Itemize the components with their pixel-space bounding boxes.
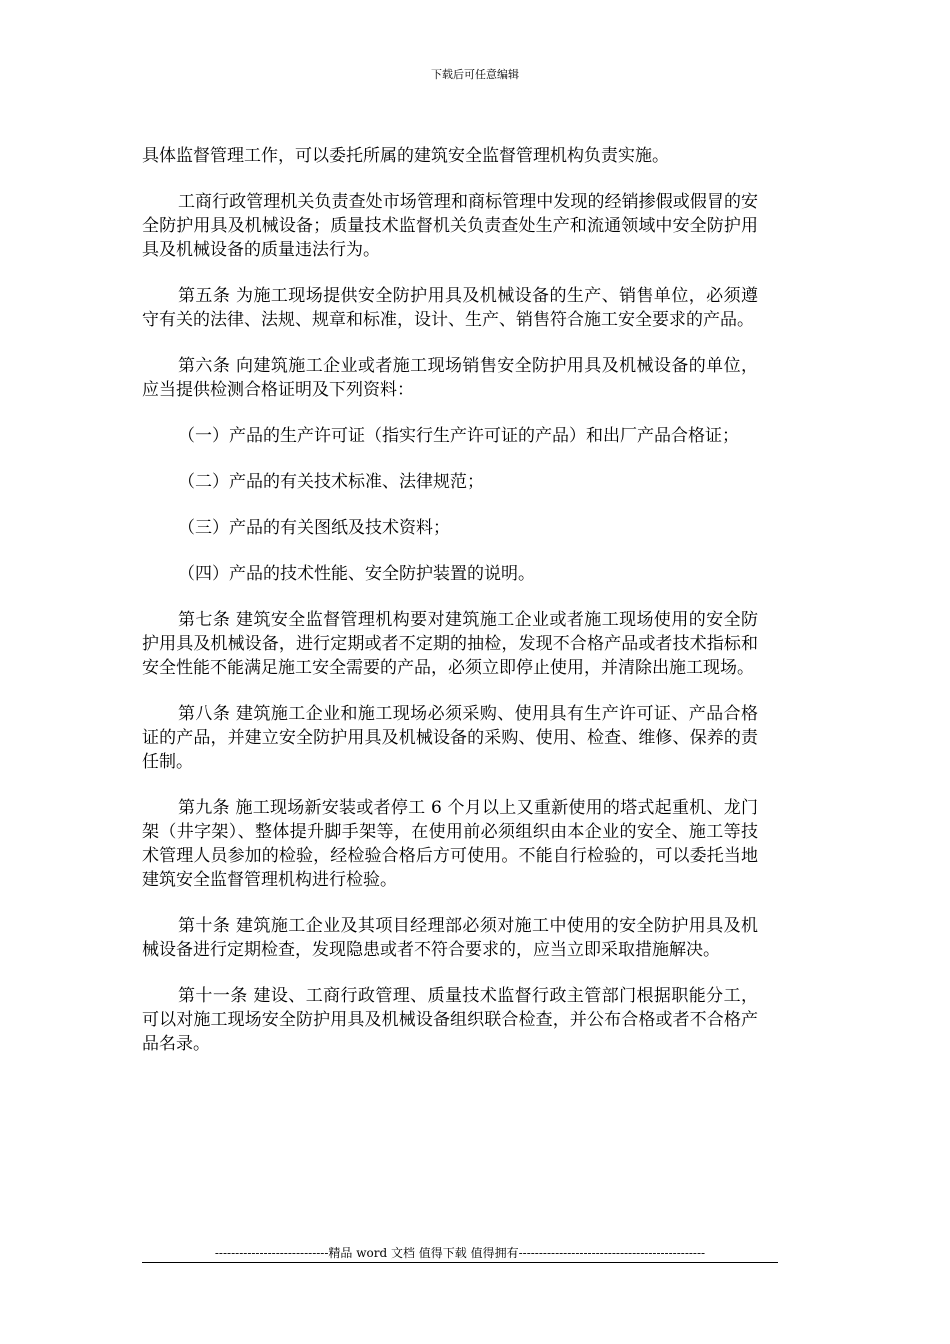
page-header: 下载后可任意编辑 bbox=[431, 68, 519, 81]
list-item-3: （三）产品的有关图纸及技术资料； bbox=[178, 518, 450, 538]
document-body bbox=[142, 144, 758, 1078]
article-7: 第七条 建筑安全监督管理机构要对建筑施工企业或者施工现场使用的安全防护用具及机械设备，进行定期或者不定期的抽检，发现不合格产品或者技术指标和安全性能不能满足施工安全需要的产品，必须立即停止使用，并清除出施工现场。 bbox=[142, 610, 758, 678]
article-11: 第十一条 建设、工商行政管理、质量技术监督行政主管部门根据职能分工，可以对施工现场安全防护用具及机械设备组织联合检查，并公布合格或者不合格产品名录。 bbox=[142, 986, 758, 1054]
page-footer: ----------------------------精品 word 文档 值得下载 值得拥有---------------------------------------------- bbox=[214, 1246, 706, 1260]
article-9: 第九条 施工现场新安装或者停工 6 个月以上又重新使用的塔式起重机、龙门架（井字架）、整体提升脚手架等，在使用前必须组织由本企业的安全、施工等技术管理人员参加的检验，经检验合格后方可使用。不能自行检验的，可以委托当地建筑安全监督管理机构进行检验。 bbox=[142, 798, 758, 890]
paragraph-continuation: 具体监督管理工作，可以委托所属的建筑安全监督管理机构负责实施。 bbox=[142, 146, 669, 166]
article-10: 第十条 建筑施工企业及其项目经理部必须对施工中使用的安全防护用具及机械设备进行定期检查，发现隐患或者不符合要求的，应当立即采取措施解决。 bbox=[142, 916, 758, 960]
article-8: 第八条 建筑施工企业和施工现场必须采购、使用具有生产许可证、产品合格证的产品，并建立安全防护用具及机械设备的采购、使用、检查、维修、保养的责任制。 bbox=[142, 704, 758, 772]
list-item-2: （二）产品的有关技术标准、法律规范； bbox=[178, 472, 484, 492]
paragraph-business-admin: 工商行政管理机关负责查处市场管理和商标管理中发现的经销掺假或假冒的安全防护用具及机械设备；质量技术监督机关负责查处生产和流通领域中安全防护用具及机械设备的质量违法行为。 bbox=[142, 192, 758, 260]
article-5: 第五条 为施工现场提供安全防护用具及机械设备的生产、销售单位，必须遵守有关的法律、法规、规章和标准，设计、生产、销售符合施工安全要求的产品。 bbox=[142, 286, 758, 330]
article-6: 第六条 向建筑施工企业或者施工现场销售安全防护用具及机械设备的单位，应当提供检测合格证明及下列资料： bbox=[142, 356, 758, 400]
footer-divider bbox=[142, 1262, 778, 1263]
list-item-4: （四）产品的技术性能、安全防护装置的说明。 bbox=[178, 564, 535, 584]
list-item-1: （一）产品的生产许可证（指实行生产许可证的产品）和出厂产品合格证； bbox=[178, 426, 739, 446]
